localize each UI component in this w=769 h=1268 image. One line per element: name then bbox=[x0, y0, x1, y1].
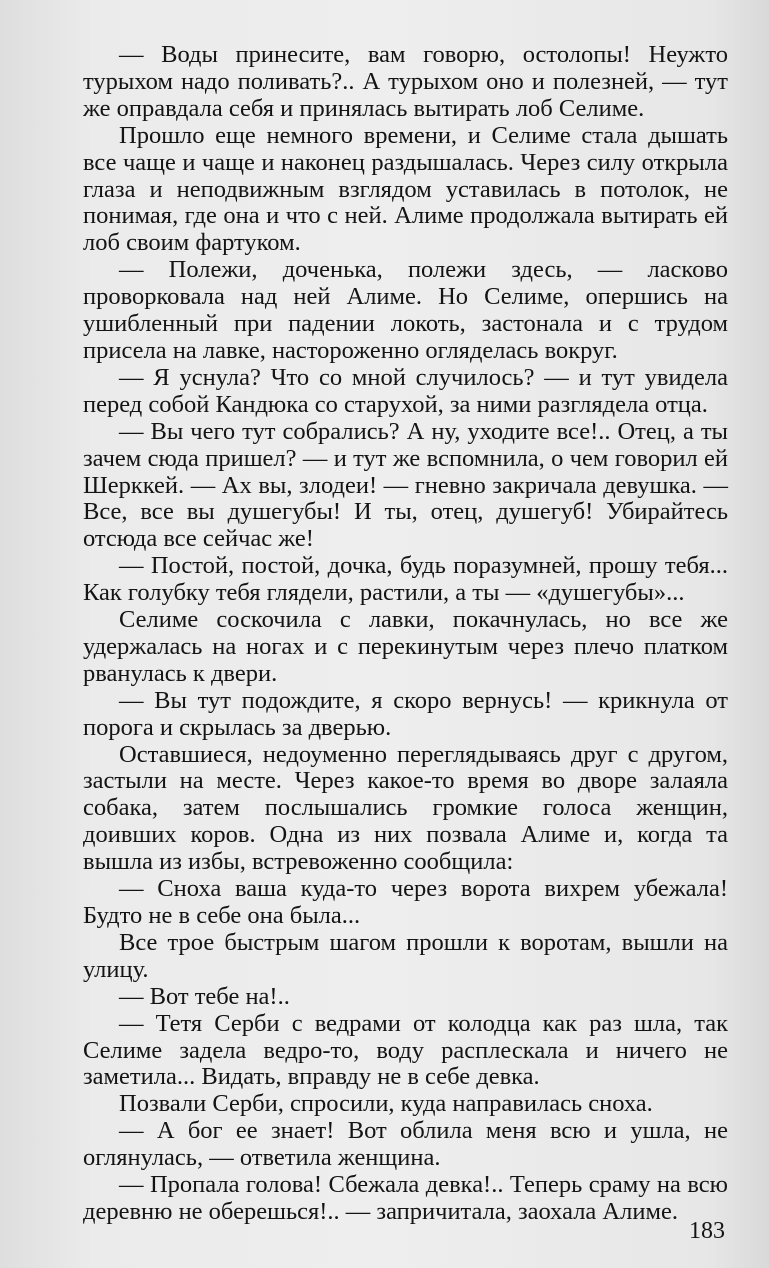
page-number: 183 bbox=[689, 1218, 725, 1244]
paragraph: Все трое быстрым шагом прошли к воротам, вышли на улицу. bbox=[83, 928, 728, 983]
paragraph: — А бог ее знает! Вот облила меня всю и ушла, не оглянулась, — ответила женщина. bbox=[83, 1117, 728, 1172]
paragraph: — Вы тут подождите, я скоро вернусь! — крикнула от порога и скрылась за дверью. bbox=[83, 686, 728, 741]
paragraph: Оставшиеся, недоуменно переглядываясь друг с другом, застыли на месте. Через какое-то время во дворе залаяла собака, затем послышались громкие голоса женщин, доивших коров. Одна из них позвала Алиме и, когда та вышла из избы, встревоженно сообщила: bbox=[83, 740, 728, 876]
page-text bbox=[83, 42, 728, 1226]
paragraph: — Постой, постой, дочка, будь поразумней, прошу тебя... Как голубку тебя глядели, растили, а ты — «душегубы»... bbox=[83, 552, 728, 607]
paragraph: Прошло еще немного времени, и Селиме стала дышать все чаще и чаще и наконец раздышалась. Через силу открыла глаза и неподвижным взглядом уставилась в потолок, не понимая, где она и что с ней. Алиме продолжала вытирать ей лоб своим фартуком. bbox=[83, 121, 728, 257]
paragraph: — Сноха ваша куда-то через ворота вихрем убежала! Будто не в себе она была... bbox=[83, 875, 728, 929]
paragraph: Селиме соскочила с лавки, покачнулась, но все же удержалась на ногах и с перекинутым через плечо платком рванулась к двери. bbox=[83, 606, 728, 687]
paragraph: — Я уснула? Что со мной случилось? — и тут увидела перед собой Кандюка со старухой, за ними разглядела отца. bbox=[83, 363, 728, 418]
paragraph: — Вы чего тут собрались? А ну, уходите все!.. Отец, а ты зачем сюда пришел? — и тут же вспомнила, о чем говорил ей Шерккей. — Ах вы, злодеи! — гневно закричала девушка. — Все, все вы душегубы! И ты, отец, душегуб! Убирайтесь отсюда все сейчас же! bbox=[83, 417, 728, 553]
paragraph: — Пропала голова! Сбежала девка!.. Теперь сраму на всю деревню не оберешься!.. — запричитала, заохала Алиме. bbox=[83, 1171, 728, 1225]
paragraph: — Воды принесите, вам говорю, остолопы! Неужто турыхом надо поливать?.. А турыхом оно и полезней, — тут же оправдала себя и принялась вытирать лоб Селиме. bbox=[83, 41, 728, 122]
paragraph: — Тетя Серби с ведрами от колодца как раз шла, так Селиме задела ведро-то, воду расплескала и ничего не заметила... Видать, вправду не в себе девка. bbox=[83, 1009, 728, 1091]
paragraph: — Вот тебе на!.. bbox=[119, 982, 290, 1010]
paragraph: Позвали Серби, спросили, куда направилась сноха. bbox=[119, 1090, 653, 1118]
paragraph: — Полежи, доченька, полежи здесь, — ласково проворковала над ней Алиме. Но Селиме, опершись на ушибленный при падении локоть, застонала и с трудом присела на лавке, настороженно огляделась вокруг. bbox=[83, 256, 728, 364]
